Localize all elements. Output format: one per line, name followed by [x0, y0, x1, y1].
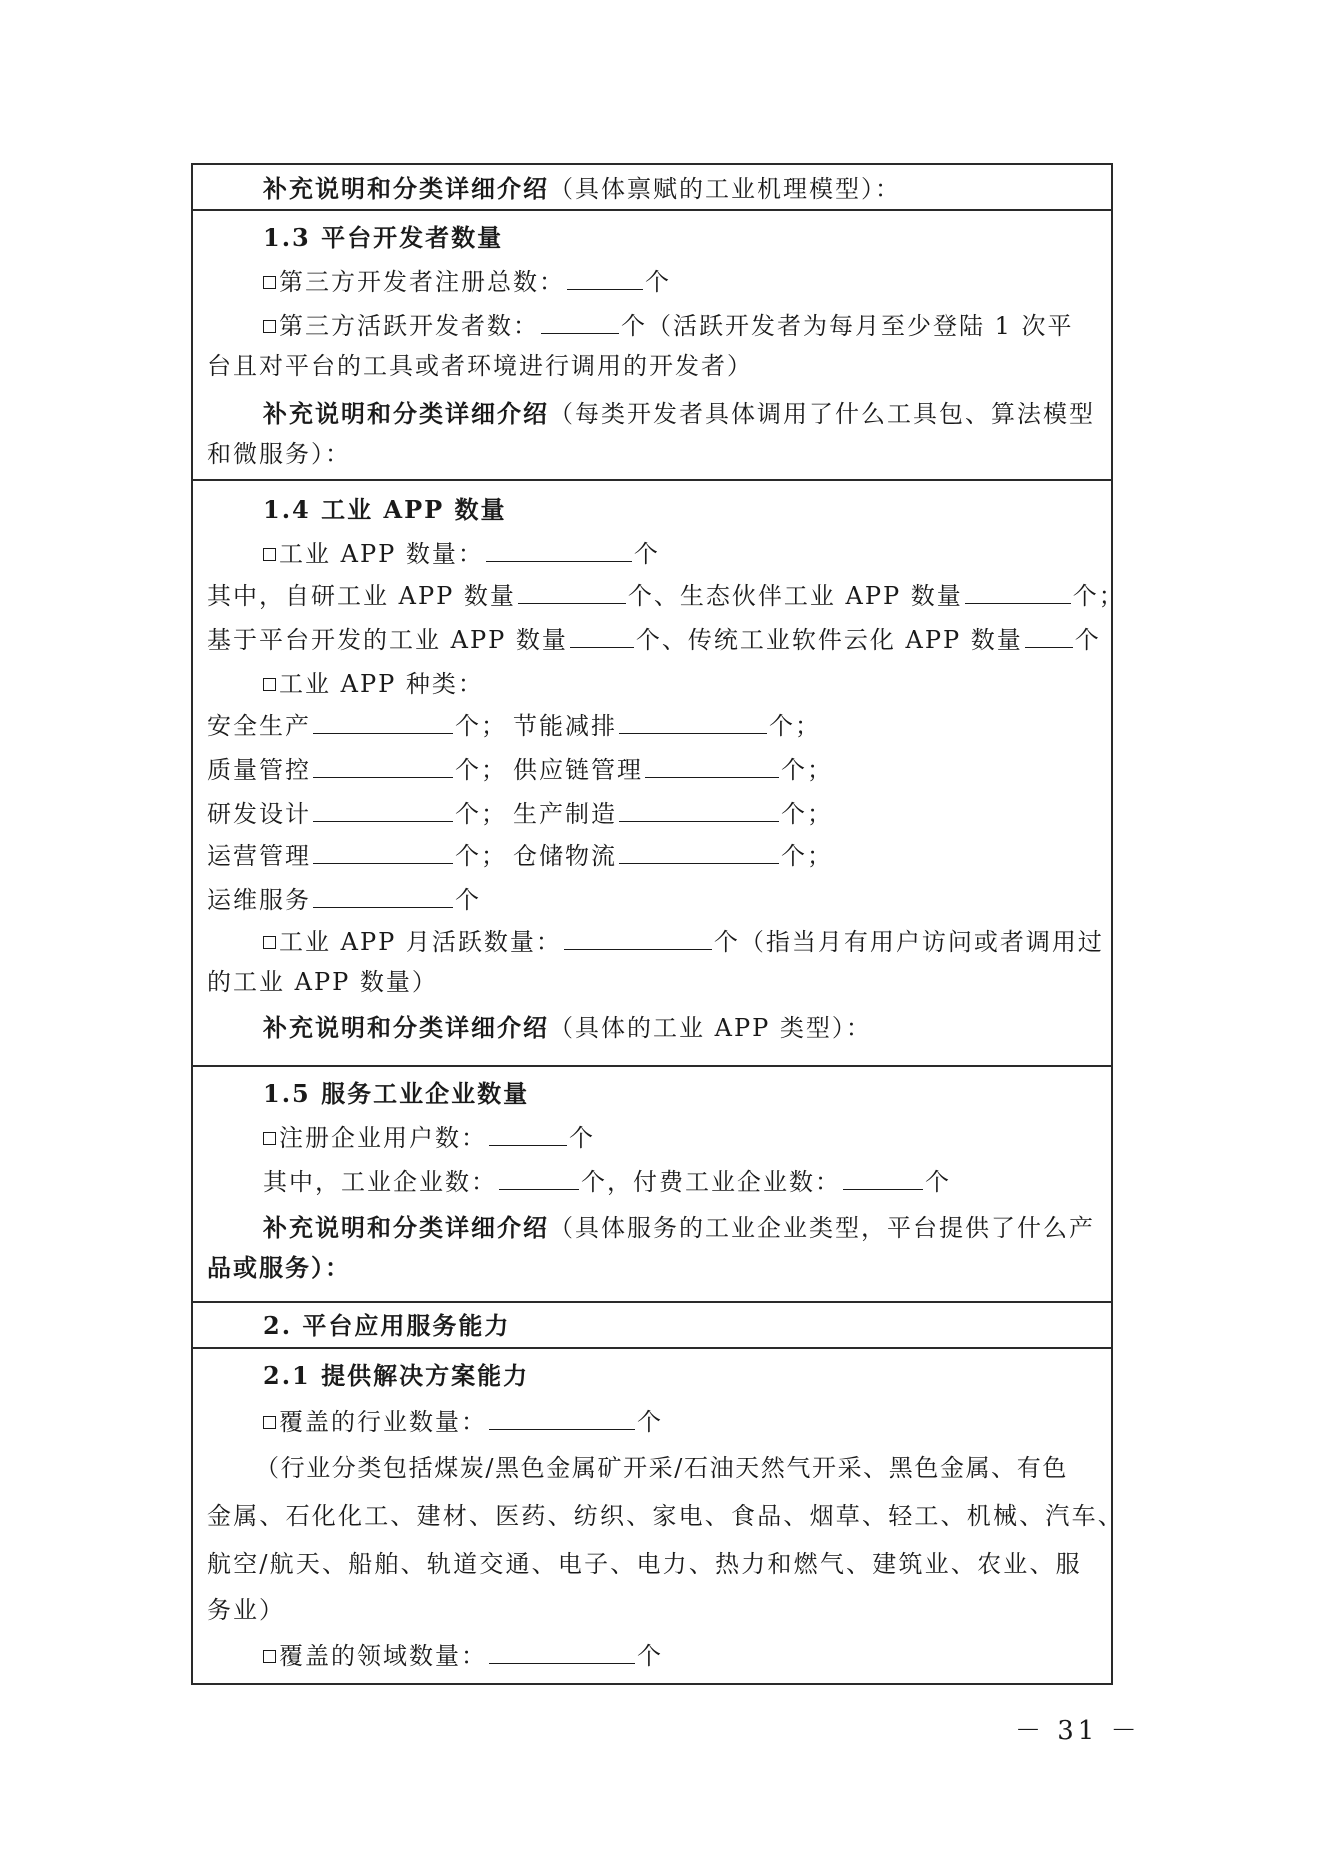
supplement-heading: 补充说明和分类详细介绍	[263, 399, 549, 428]
section-title: 1.4 工业 APP 数量	[263, 495, 507, 524]
industry-note-line: （行业分类包括煤炭/黑色金属矿开采/石油天然气开采、黑色金属、有色	[255, 1454, 1068, 1482]
section-title: 1.3 平台开发者数量	[263, 223, 504, 252]
app-type-blank[interactable]	[313, 799, 453, 822]
monthly-active-continuation: 的工业 APP 数量）	[207, 968, 438, 996]
platform-app-blank[interactable]	[570, 625, 634, 648]
supplement-note: （具体服务的工业企业类型，平台提供了什么产	[549, 1214, 1095, 1242]
section-title: 1.5 服务工业企业数量	[263, 1079, 530, 1108]
row-section-1-3	[193, 211, 1111, 481]
supplement-line	[263, 399, 1095, 429]
row-section-2	[193, 1303, 1111, 1349]
checkbox[interactable]	[263, 936, 276, 949]
registered-enterprises-line: 注册企业用户数： 个	[263, 1123, 595, 1153]
supplement-note: （每类开发者具体调用了什么工具包、算法模型	[549, 400, 1095, 428]
app-type-row: 运维服务 个	[207, 886, 481, 914]
checkbox[interactable]	[263, 276, 276, 289]
app-type-blank[interactable]	[619, 841, 779, 864]
active-developers-blank[interactable]	[541, 311, 619, 334]
industry-note-line: 务业）	[207, 1596, 285, 1624]
app-type-row: 供应链管理 个；	[513, 756, 833, 784]
monthly-active-blank[interactable]	[564, 927, 712, 950]
industry-count-line: 覆盖的行业数量： 个	[263, 1407, 663, 1437]
supplement-heading: 补充说明和分类详细介绍	[263, 1213, 549, 1242]
supplement-heading: 补充说明和分类详细介绍	[263, 174, 549, 203]
checkbox[interactable]	[263, 320, 276, 333]
app-type-blank[interactable]	[645, 755, 779, 778]
registered-enterprises-blank[interactable]	[489, 1123, 567, 1146]
app-breakdown-line-1: 其中，自研工业 APP 数量 个、生态伙伴工业 APP 数量 个；	[207, 582, 1125, 610]
industry-note-line: 金属、石化化工、建材、医药、纺织、家电、食品、烟草、轻工、机械、汽车、	[207, 1502, 1124, 1530]
app-type-row: 运营管理 个；	[207, 842, 507, 870]
cloud-app-blank[interactable]	[1025, 625, 1073, 648]
industry-note-line: 航空/航天、船舶、轨道交通、电子、电力、热力和燃气、建筑业、农业、服	[207, 1550, 1082, 1578]
checkbox[interactable]	[263, 1132, 276, 1145]
app-type-blank[interactable]	[313, 885, 453, 908]
app-type-blank[interactable]	[313, 755, 453, 778]
row-section-2-1	[193, 1349, 1124, 1683]
partner-app-blank[interactable]	[965, 581, 1071, 604]
section-title: 2. 平台应用服务能力	[263, 1311, 511, 1340]
industry-count-blank[interactable]	[489, 1407, 635, 1430]
active-developers-line: 第三方活跃开发者数： 个（活跃开发者为每月至少登陆 1 次平	[263, 311, 1074, 341]
section-title: 2.1 提供解决方案能力	[263, 1361, 530, 1390]
supplement-note: （具体禀赋的工业机理模型）：	[549, 175, 901, 203]
paid-enterprise-blank[interactable]	[843, 1167, 923, 1190]
row-section-1-4	[193, 481, 1125, 1067]
supplement-continuation: 和微服务）：	[207, 440, 351, 468]
app-type-blank[interactable]	[313, 711, 453, 734]
app-count-blank[interactable]	[486, 539, 632, 562]
self-developed-blank[interactable]	[518, 581, 626, 604]
industrial-enterprise-blank[interactable]	[499, 1167, 579, 1190]
app-type-blank[interactable]	[619, 711, 767, 734]
app-type-blank[interactable]	[619, 799, 779, 822]
monthly-active-line: 工业 APP 月活跃数量： 个（指当月有用户访问或者调用过	[263, 927, 1104, 957]
row-section-1-2-tail	[193, 165, 1111, 211]
domain-count-blank[interactable]	[489, 1641, 635, 1664]
checkbox[interactable]	[263, 548, 276, 561]
supplement-line	[263, 1013, 872, 1043]
app-type-row: 仓储物流 个；	[513, 842, 833, 870]
app-type-row: 研发设计 个；	[207, 800, 507, 828]
app-type-row: 质量管控 个；	[207, 756, 507, 784]
checkbox[interactable]	[263, 678, 276, 691]
domain-count-line: 覆盖的领域数量： 个	[263, 1641, 663, 1671]
page-number: － 31 －	[1015, 1716, 1141, 1746]
row-section-1-5	[193, 1067, 1111, 1303]
checkbox[interactable]	[263, 1416, 276, 1429]
enterprise-breakdown-line: 其中，工业企业数： 个，付费工业企业数： 个	[263, 1168, 951, 1196]
app-breakdown-line-2: 基于平台开发的工业 APP 数量 个、传统工业软件云化 APP 数量 个	[207, 626, 1101, 654]
app-count-line: 工业 APP 数量： 个	[263, 539, 660, 569]
app-type-row: 生产制造 个；	[513, 800, 833, 828]
active-developers-continuation: 台且对平台的工具或者环境进行调用的开发者）	[207, 352, 753, 380]
app-type-blank[interactable]	[313, 841, 453, 864]
app-type-row: 节能减排 个；	[513, 712, 821, 740]
supplement-continuation: 品或服务）：	[207, 1253, 351, 1282]
form-table	[191, 163, 1125, 1685]
registered-developers-blank[interactable]	[567, 267, 643, 290]
app-types-line: 工业 APP 种类：	[263, 669, 484, 699]
supplement-line	[263, 174, 901, 204]
supplement-note: （具体的工业 APP 类型）：	[549, 1014, 872, 1042]
supplement-heading: 补充说明和分类详细介绍	[263, 1013, 549, 1042]
app-type-row: 安全生产 个；	[207, 712, 507, 740]
supplement-line	[263, 1213, 1095, 1243]
checkbox[interactable]	[263, 1650, 276, 1663]
registered-developers-line: 第三方开发者注册总数： 个	[263, 267, 671, 297]
